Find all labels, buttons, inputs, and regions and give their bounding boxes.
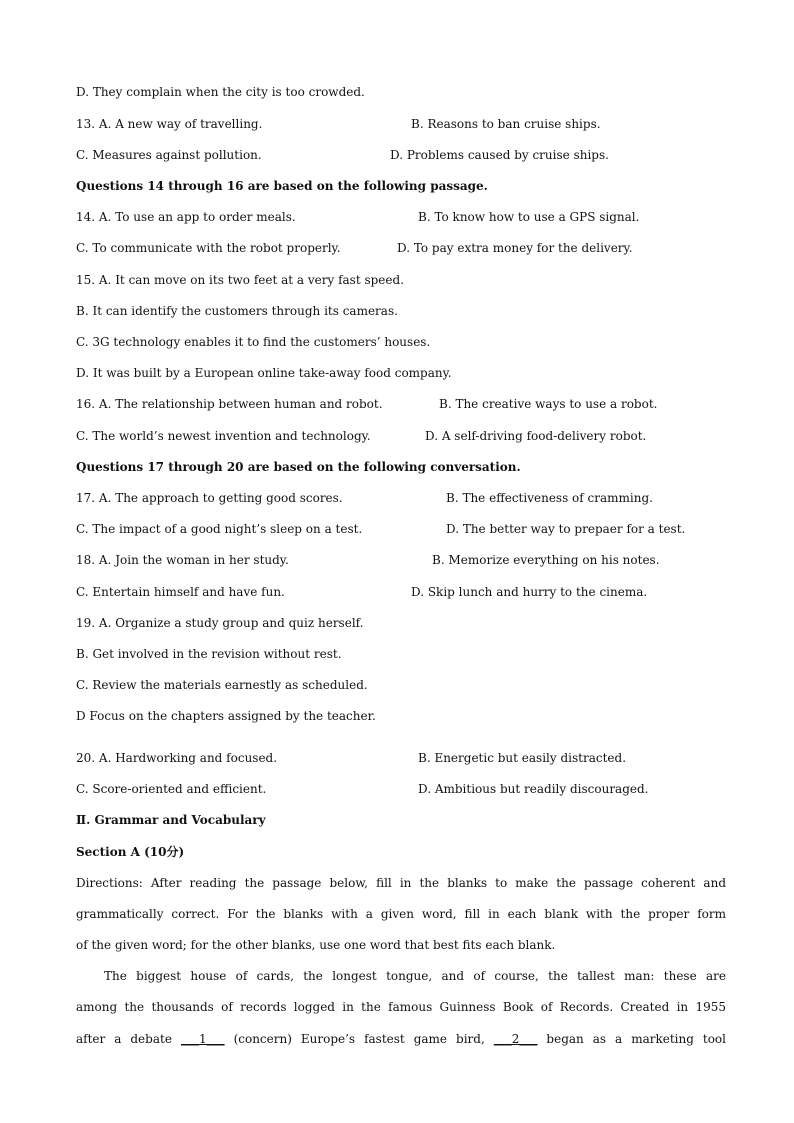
q19-option-d: D Focus on the chapters assigned by the teacher. [76, 709, 376, 723]
passage-line-3-middle: (concern) Europe’s fastest game bird, [233, 1032, 485, 1046]
q17-option-a: 17. A. The approach to getting good scores. [76, 491, 343, 505]
directions-line-1: Directions: After reading the passage below, fill in the blanks to make the passage coherent and [76, 876, 726, 890]
q16-option-b: B. The creative ways to use a robot. [439, 397, 658, 411]
q14-option-a: 14. A. To use an app to order meals. [76, 210, 296, 224]
directions-line-3: of the given word; for the other blanks, use one word that best fits each blank. [76, 938, 556, 952]
q13-option-c: C. Measures against pollution. [76, 148, 262, 162]
heading-questions-17-20: Questions 17 through 20 are based on the following conversation. [76, 460, 521, 474]
passage-line-3 [76, 1031, 726, 1047]
blank-1[interactable]: ___1___ [180, 1032, 225, 1046]
passage-line-1: The biggest house of cards, the longest tongue, and of course, the tallest man: these are [104, 969, 726, 983]
q15-option-c: C. 3G technology enables it to find the customers’ houses. [76, 335, 431, 349]
q17-option-c: C. The impact of a good night’s sleep on a test. [76, 522, 363, 536]
directions-line-2: grammatically correct. For the blanks with a given word, fill in each blank with the proper form [76, 907, 726, 921]
q15-option-a: 15. A. It can move on its two feet at a very fast speed. [76, 273, 405, 287]
q20-option-d: D. Ambitious but readily discouraged. [418, 782, 649, 796]
q17-option-d: D. The better way to prepaer for a test. [446, 522, 686, 536]
q15-option-b: B. It can identify the customers through its cameras. [76, 304, 398, 318]
part-2-heading: Ⅱ. Grammar and Vocabulary [76, 813, 266, 827]
q16-option-a: 16. A. The relationship between human and robot. [76, 397, 383, 411]
q18-option-b: B. Memorize everything on his notes. [432, 553, 660, 567]
heading-questions-14-16: Questions 14 through 16 are based on the following passage. [76, 179, 488, 193]
q14-option-b: B. To know how to use a GPS signal. [418, 210, 640, 224]
passage-line-3-start: after a debate [76, 1032, 172, 1046]
q16-option-d: D. A self-driving food-delivery robot. [425, 429, 647, 443]
q12-option-d: D. They complain when the city is too crowded. [76, 85, 365, 99]
q17-option-b: B. The effectiveness of cramming. [446, 491, 653, 505]
q15-option-d: D. It was built by a European online take-away food company. [76, 366, 452, 380]
q16-option-c: C. The world’s newest invention and technology. [76, 429, 371, 443]
q20-option-c: C. Score-oriented and efficient. [76, 782, 267, 796]
q13-option-b: B. Reasons to ban cruise ships. [411, 117, 601, 131]
q13-option-d: D. Problems caused by cruise ships. [390, 148, 609, 162]
q18-option-a: 18. A. Join the woman in her study. [76, 553, 289, 567]
passage-line-2: among the thousands of records logged in the famous Guinness Book of Records. Created in 1955 [76, 1000, 726, 1014]
q13-option-a: 13. A. A new way of travelling. [76, 117, 263, 131]
q18-option-c: C. Entertain himself and have fun. [76, 585, 285, 599]
q18-option-d: D. Skip lunch and hurry to the cinema. [411, 585, 648, 599]
q19-option-b: B. Get involved in the revision without rest. [76, 647, 342, 661]
q19-option-a: 19. A. Organize a study group and quiz herself. [76, 616, 364, 630]
q20-option-a: 20. A. Hardworking and focused. [76, 751, 278, 765]
q20-option-b: B. Energetic but easily distracted. [418, 751, 627, 765]
blank-2[interactable]: ___2___ [493, 1032, 538, 1046]
q14-option-d: D. To pay extra money for the delivery. [397, 241, 633, 255]
q19-option-c: C. Review the materials earnestly as scheduled. [76, 678, 368, 692]
section-a-heading: Section A (10分) [76, 845, 185, 859]
q14-option-c: C. To communicate with the robot properly. [76, 241, 341, 255]
passage-line-3-end: began as a marketing tool [546, 1032, 726, 1046]
